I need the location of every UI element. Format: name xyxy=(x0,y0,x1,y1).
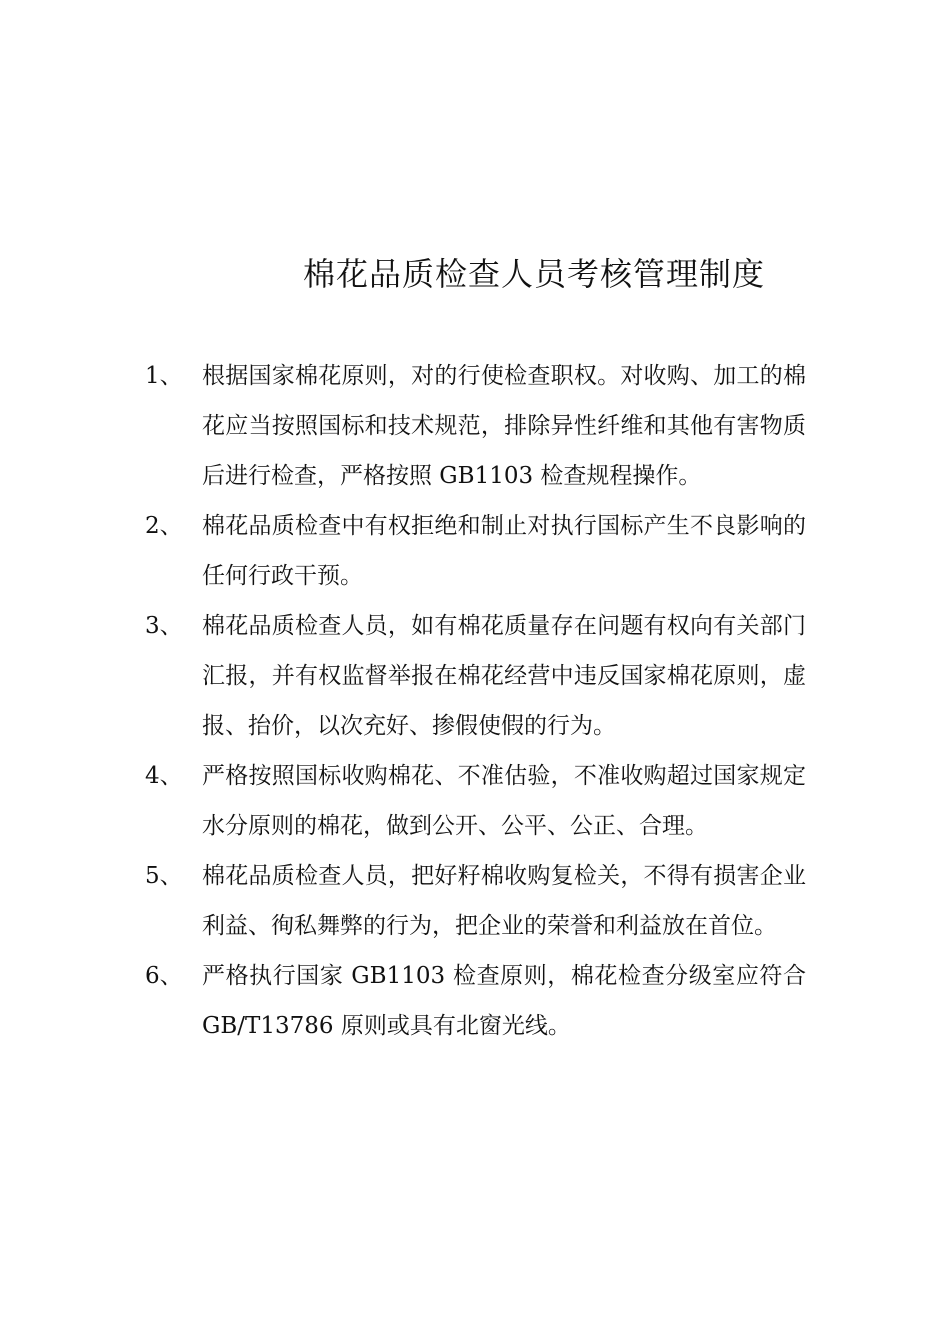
clause-text: 根据国家棉花原则，对的行使检查职权。对收购、加工的棉花应当按照国标和技术规范，排除异性纤维和其他有害物质后进行检查，严格按照 GB1103 检查规程操作。 xyxy=(202,363,806,489)
clause-item-6 xyxy=(0,951,950,1051)
clause-number: 4、 xyxy=(145,763,183,789)
clause-number: 2、 xyxy=(145,513,183,539)
clause-number: 1、 xyxy=(145,363,183,389)
clause-text: 棉花品质检查人员，如有棉花质量存在问题有权向有关部门汇报，并有权监督举报在棉花经营中违反国家棉花原则，虚报、抬价，以次充好、掺假使假的行为。 xyxy=(202,613,806,739)
clause-item-4 xyxy=(0,751,950,851)
clause-item-3 xyxy=(0,601,950,751)
clause-text: 棉花品质检查中有权拒绝和制止对执行国标产生不良影响的任何行政干预。 xyxy=(202,513,806,589)
clause-item-1 xyxy=(0,351,950,501)
document-title: 棉花品质检查人员考核管理制度 xyxy=(303,255,766,293)
clause-list xyxy=(0,351,950,1051)
clause-item-2 xyxy=(0,501,950,601)
clause-number: 3、 xyxy=(145,613,183,639)
clause-text: 严格执行国家 GB1103 检查原则，棉花检查分级室应符合 GB/T13786 原则或具有北窗光线。 xyxy=(202,963,806,1039)
clause-text: 严格按照国标收购棉花、不准估验，不准收购超过国家规定水分原则的棉花，做到公开、公平、公正、合理。 xyxy=(202,763,806,839)
clause-item-5 xyxy=(0,851,950,951)
clause-number: 5、 xyxy=(145,863,183,889)
clause-number: 6、 xyxy=(145,963,183,989)
clause-text: 棉花品质检查人员，把好籽棉收购复检关，不得有损害企业利益、徇私舞弊的行为，把企业的荣誉和利益放在首位。 xyxy=(202,863,806,939)
